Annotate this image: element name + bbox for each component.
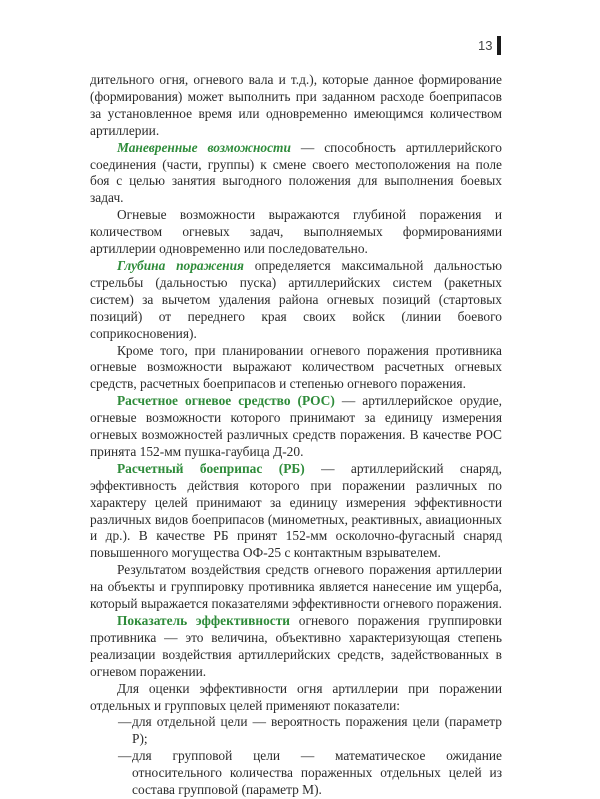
list-item: — для групповой цели — математическое ожидание относительного количества пораженных отдельных целей из состава групповой (параметр M). bbox=[118, 748, 502, 798]
paragraph: Расчетное огневое средство (РОС) — артиллерийское орудие, огневые возможности которого принимают за единицу измерения огневых возможностей различных средств поражения. В качестве РОС принята 152-мм пушка-гаубица Д-20. bbox=[90, 393, 503, 459]
page-marker-bar bbox=[497, 36, 501, 55]
paragraph: Результатом воздействия средств огневого поражения артиллерии на объекты и группировку противника является нанесение им ущерба, который выражается показателями эффективности огневого поражения. bbox=[90, 562, 502, 612]
paragraph: дительного огня, огневого вала и т.д.), которые данное формирование (формирования) может выполнить при заданном расходе боеприпасов за установленное время или одновременно имеющимся количеством артиллерии. bbox=[90, 72, 502, 138]
dash-bullet: — bbox=[118, 748, 132, 764]
term-ros: Расчетное огневое средство (РОС) bbox=[117, 393, 335, 409]
paragraph: Маневренные возможности — способность артиллерийского соединения (части, группы) к смене своего местоположения на поле боя с целью занятия выгодного положения для выполнения боевых задач. bbox=[90, 139, 502, 206]
list-item: — для отдельной цели — вероятность поражения цели (параметр P); bbox=[118, 714, 502, 747]
dash-bullet: — bbox=[118, 714, 132, 730]
paragraph: Глубина поражения определяется максимальной дальностью стрельбы (дальностью пуска) артиллерийских систем (ракетных систем) за вычетом удаления района огневых позиций (стартовых позиций) от переднего края своих войск (линии боевого соприкосновения). bbox=[90, 257, 502, 341]
body-text bbox=[90, 72, 502, 799]
paragraph: Показатель эффективности огневого поражения группировки противника — это величина, объективно характеризующая степень реализации воздействия артиллерийских средств, задействованных в огневом поражении. bbox=[90, 613, 502, 679]
term-rb: Расчетный боеприпас (РБ) bbox=[117, 460, 305, 476]
paragraph: Кроме того, при планировании огневого поражения противника огневые возможности выражают количеством расчетных огневых средств, расчетных боеприпасов и степенью огневого поражения. bbox=[90, 342, 502, 392]
term-efficiency: Показатель эффективности bbox=[117, 613, 290, 628]
paragraph: Для оценки эффективности огня артиллерии при поражении отдельных и групповых целей применяют показатели: bbox=[90, 680, 502, 713]
paragraph: Расчетный боеприпас (РБ) — артиллерийский снаряд, эффективность действия которого при поражении различных по характеру целей принимают за единицу измерения эффективности различных видов боеприпасов (минометных, реактивных, авиационных и др.). В качестве РБ принят 152-мм осколочно-фугасный снаряд повышенного могущества ОФ-25 с контактным взрывателем. bbox=[90, 460, 502, 561]
term-depth: Глубина поражения bbox=[117, 257, 244, 273]
term-maneuver: Маневренные возможности bbox=[117, 139, 291, 155]
page-number: 13 bbox=[478, 38, 493, 53]
paragraph: Огневые возможности выражаются глубиной поражения и количеством огневых задач, выполняемых формированиями артиллерии одновременно или последовательно. bbox=[90, 207, 502, 257]
